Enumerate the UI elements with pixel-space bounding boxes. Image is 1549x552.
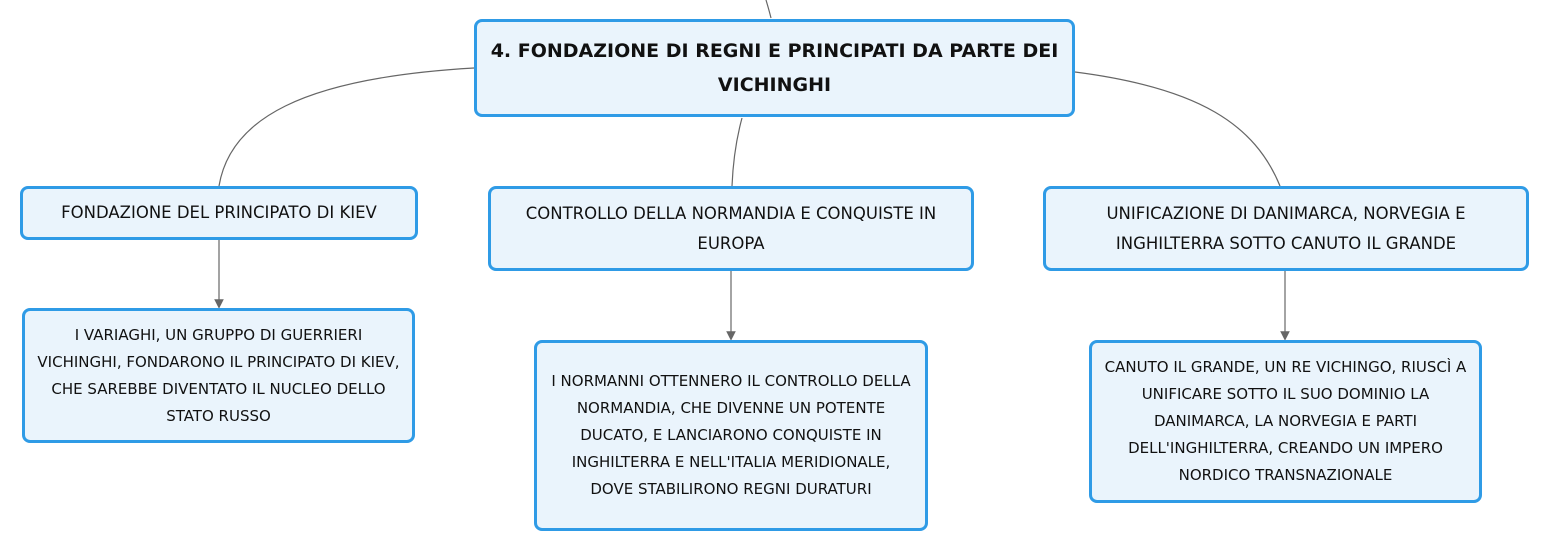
branch-topic-kiev[interactable] (20, 186, 418, 240)
detail-topic-text: I NORMANNI OTTENNERO IL CONTROLLO DELLA NORMANDIA, CHE DIVENNE UN POTENTE DUCATO, E LANCIARONO CONQUISTE IN INGHILTERRA E NELL'ITALIA MERIDIONALE, DOVE STABILIRONO REGNI DURATURI (551, 372, 911, 498)
branch-topic-text: UNIFICAZIONE DI DANIMARCA, NORVEGIA E INGHILTERRA SOTTO CANUTO IL GRANDE (1106, 203, 1466, 253)
connector-root-branch-2 (732, 118, 742, 186)
root-topic[interactable] (474, 19, 1075, 117)
branch-topic-text: CONTROLLO DELLA NORMANDIA E CONQUISTE IN EUROPA (525, 203, 937, 253)
detail-topic-text: CANUTO IL GRANDE, UN RE VICHINGO, RIUSCÌ A UNIFICARE SOTTO IL SUO DOMINIO LA DANIMARCA, LA NORVEGIA E PARTI DELL'INGHILTERRA, CREANDO UN IMPERO NORDICO TRANSNAZIONALE (1104, 358, 1467, 484)
detail-topic-canuto[interactable] (1089, 340, 1482, 503)
branch-topic-canuto[interactable] (1043, 186, 1529, 271)
root-topic-text: 4. FONDAZIONE DI REGNI E PRINCIPATI DA PARTE DEI VICHINGHI (490, 40, 1059, 96)
detail-topic-kiev[interactable] (22, 308, 415, 443)
branch-topic-text: FONDAZIONE DEL PRINCIPATO DI KIEV (61, 203, 377, 222)
connector-root-branch-3 (1075, 72, 1280, 186)
connector-root-branch-1 (219, 68, 474, 186)
incoming-connector (766, 0, 771, 18)
detail-topic-text: I VARIAGHI, UN GRUPPO DI GUERRIERI VICHINGHI, FONDARONO IL PRINCIPATO DI KIEV, CHE SAREBBE DIVENTATO IL NUCLEO DELLO STATO RUSSO (37, 325, 400, 425)
branch-topic-normandia[interactable] (488, 186, 974, 271)
detail-topic-normandia[interactable] (534, 340, 928, 531)
